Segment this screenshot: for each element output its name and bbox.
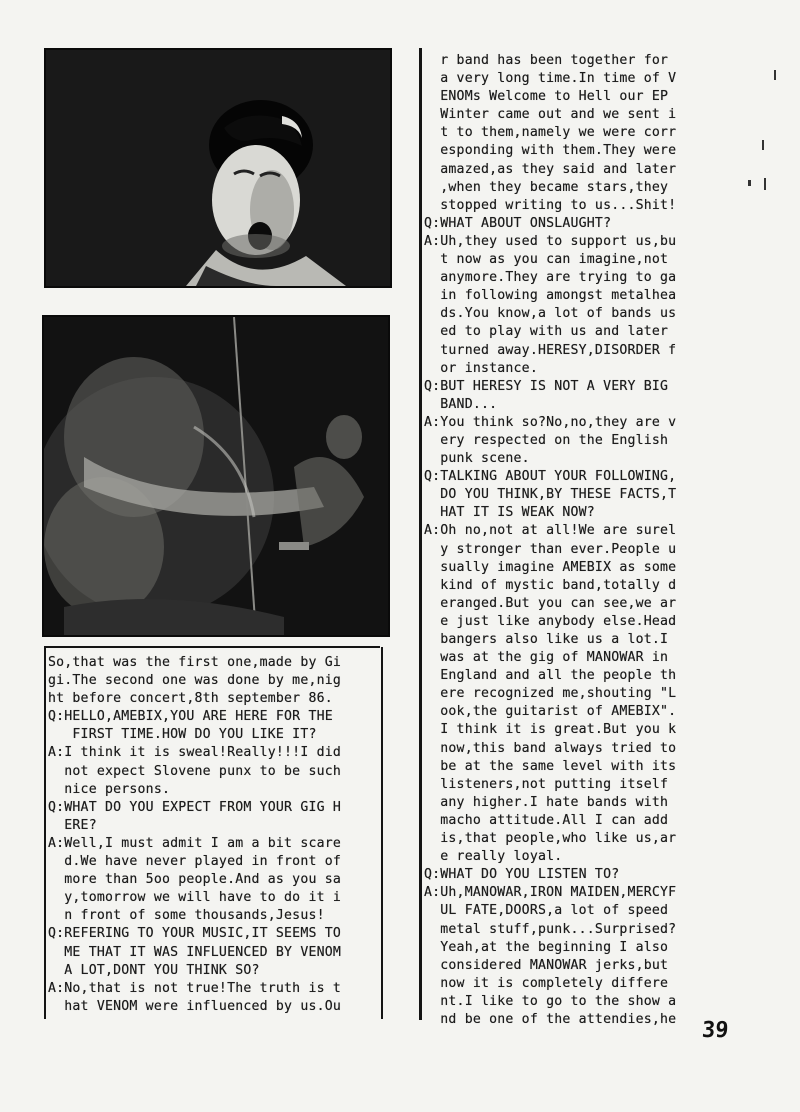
left-column-line: A:Well,I must admit I am a bit scare [48, 835, 342, 851]
right-column-line: nt.I like to go to the show a [424, 993, 677, 1009]
right-column-line: turned away.HERESY,DISORDER f [424, 342, 677, 358]
right-column-text [424, 52, 716, 1029]
left-column-line: n front of some thousands,Jesus! [48, 908, 325, 924]
left-column-line: ME THAT IT WAS INFLUENCED BY VENOM [48, 944, 342, 960]
left-column-line: gi.The second one was done by me,nig [48, 673, 342, 689]
right-column-line: t now as you can imagine,not [424, 252, 669, 268]
concert-stage-photo [42, 315, 390, 637]
left-column-line: ht before concert,8th september 86. [48, 691, 333, 707]
left-column-line: Q:HELLO,AMEBIX,YOU ARE HERE FOR THE [48, 709, 333, 725]
right-column-line: any higher.I hate bands with [424, 794, 669, 810]
margin-mark [762, 140, 764, 150]
left-column-left-rule [44, 647, 46, 1019]
left-column-line: A LOT,DONT YOU THINK SO? [48, 962, 260, 978]
band-member-shouting-photo [44, 48, 392, 288]
right-column-line: BAND... [424, 396, 498, 412]
concert-image [44, 317, 388, 635]
right-column-line: now it is completely differe [424, 975, 669, 991]
right-column-line: stopped writing to us...Shit! [424, 197, 677, 213]
right-column-line: was at the gig of MANOWAR in [424, 650, 669, 666]
left-column-line: ERE? [48, 817, 97, 833]
right-column-line: punk scene. [424, 451, 530, 467]
right-column-line: kind of mystic band,totally d [424, 577, 677, 593]
band-member-image [46, 50, 390, 286]
right-column-line: DO YOU THINK,BY THESE FACTS,T [424, 487, 677, 503]
margin-mark [764, 178, 766, 190]
right-column-line: ery respected on the English [424, 432, 669, 448]
right-column-line: r band has been together for [424, 53, 669, 68]
left-column-line: So,that was the first one,made by Gi [48, 655, 342, 670]
left-column-right-rule [381, 647, 383, 1019]
left-column-line: y,tomorrow we will have to do it i [48, 890, 342, 906]
right-column-left-rule [419, 48, 422, 1020]
right-column-line: England and all the people th [424, 668, 677, 684]
right-column-line: Winter came out and we sent i [424, 107, 677, 123]
right-column-line: UL FATE,DOORS,a lot of speed [424, 903, 669, 919]
left-column-line: A:No,that is not true!The truth is t [48, 980, 342, 996]
right-column-line: nd be one of the attendies,he [424, 1011, 677, 1027]
right-column-line: amazed,as they said and later [424, 161, 677, 177]
right-column-line: I think it is great.But you k [424, 722, 677, 738]
right-column-line: ,when they became stars,they [424, 179, 669, 195]
right-column-line: considered MANOWAR jerks,but [424, 957, 669, 973]
right-column-line: Yeah,at the beginning I also [424, 939, 669, 955]
left-column-line: A:I think it is sweal!Really!!!I did [48, 745, 342, 761]
right-column-line: t to them,namely we were corr [424, 125, 677, 141]
right-column-line: HAT IT IS WEAK NOW? [424, 505, 595, 521]
left-column-line: d.We have never played in front of [48, 854, 342, 870]
right-column-line: a very long time.In time of V [424, 71, 677, 87]
left-column-line: hat VENOM were influenced by us.Ou [48, 998, 342, 1014]
right-column-line: bangers also like us a lot.I [424, 632, 669, 647]
right-column-line: sually imagine AMEBIX as some [424, 559, 677, 575]
left-column-line: more than 5oo people.And as you sa [48, 872, 342, 888]
right-column-line: Q:WHAT DO YOU LISTEN TO? [424, 867, 620, 883]
left-column-line: nice persons. [48, 781, 171, 797]
right-column-line: Q:TALKING ABOUT YOUR FOLLOWING, [424, 469, 677, 485]
left-column-line: FIRST TIME.HOW DO YOU LIKE IT? [48, 727, 317, 743]
right-column-line: eranged.But you can see,we ar [424, 595, 677, 611]
right-column-line: Q:WHAT ABOUT ONSLAUGHT? [424, 215, 612, 231]
right-column-line: now,this band always tried to [424, 740, 677, 756]
left-column-line: Q:REFERING TO YOUR MUSIC,IT SEEMS TO [48, 926, 342, 942]
right-column-line: A:Oh no,not at all!We are surel [424, 523, 677, 539]
page-number: 39 [701, 1018, 730, 1043]
left-column-top-rule [44, 646, 380, 648]
right-column-line: ds.You know,a lot of bands us [424, 306, 677, 322]
right-column-line: y stronger than ever.People u [424, 541, 677, 557]
left-column-line: not expect Slovene punx to be such [48, 763, 342, 779]
right-column-line: Q:BUT HERESY IS NOT A VERY BIG [424, 378, 669, 394]
right-column-line: macho attitude.All I can add [424, 812, 669, 828]
right-column-line: or instance. [424, 360, 538, 376]
right-column-line: A:Uh,they used to support us,bu [424, 233, 677, 249]
right-column-line: is,that people,who like us,ar [424, 831, 677, 847]
right-column-line: ook,the guitarist of AMEBIX". [424, 704, 677, 720]
right-column-line: listeners,not putting itself [424, 776, 669, 792]
right-column-line: esponding with them.They were [424, 143, 677, 159]
right-column-line: A:You think so?No,no,they are v [424, 414, 677, 430]
right-column-line: A:Uh,MANOWAR,IRON MAIDEN,MERCYF [424, 885, 677, 901]
right-column-line: anymore.They are trying to ga [424, 270, 677, 286]
right-column-line: in following amongst metalhea [424, 288, 677, 304]
margin-mark [748, 180, 751, 186]
right-column-line: metal stuff,punk...Surprised? [424, 921, 677, 937]
left-column-text [48, 654, 378, 1016]
right-column-line: e really loyal. [424, 849, 563, 865]
margin-mark [774, 70, 776, 80]
right-column-line: e just like anybody else.Head [424, 613, 677, 629]
left-column-line: Q:WHAT DO YOU EXPECT FROM YOUR GIG H [48, 799, 342, 815]
right-column-line: ed to play with us and later [424, 324, 669, 340]
right-column-line: ere recognized me,shouting "L [424, 686, 677, 702]
right-column-line: be at the same level with its [424, 758, 677, 774]
right-column-line: ENOMs Welcome to Hell our EP [424, 89, 669, 105]
